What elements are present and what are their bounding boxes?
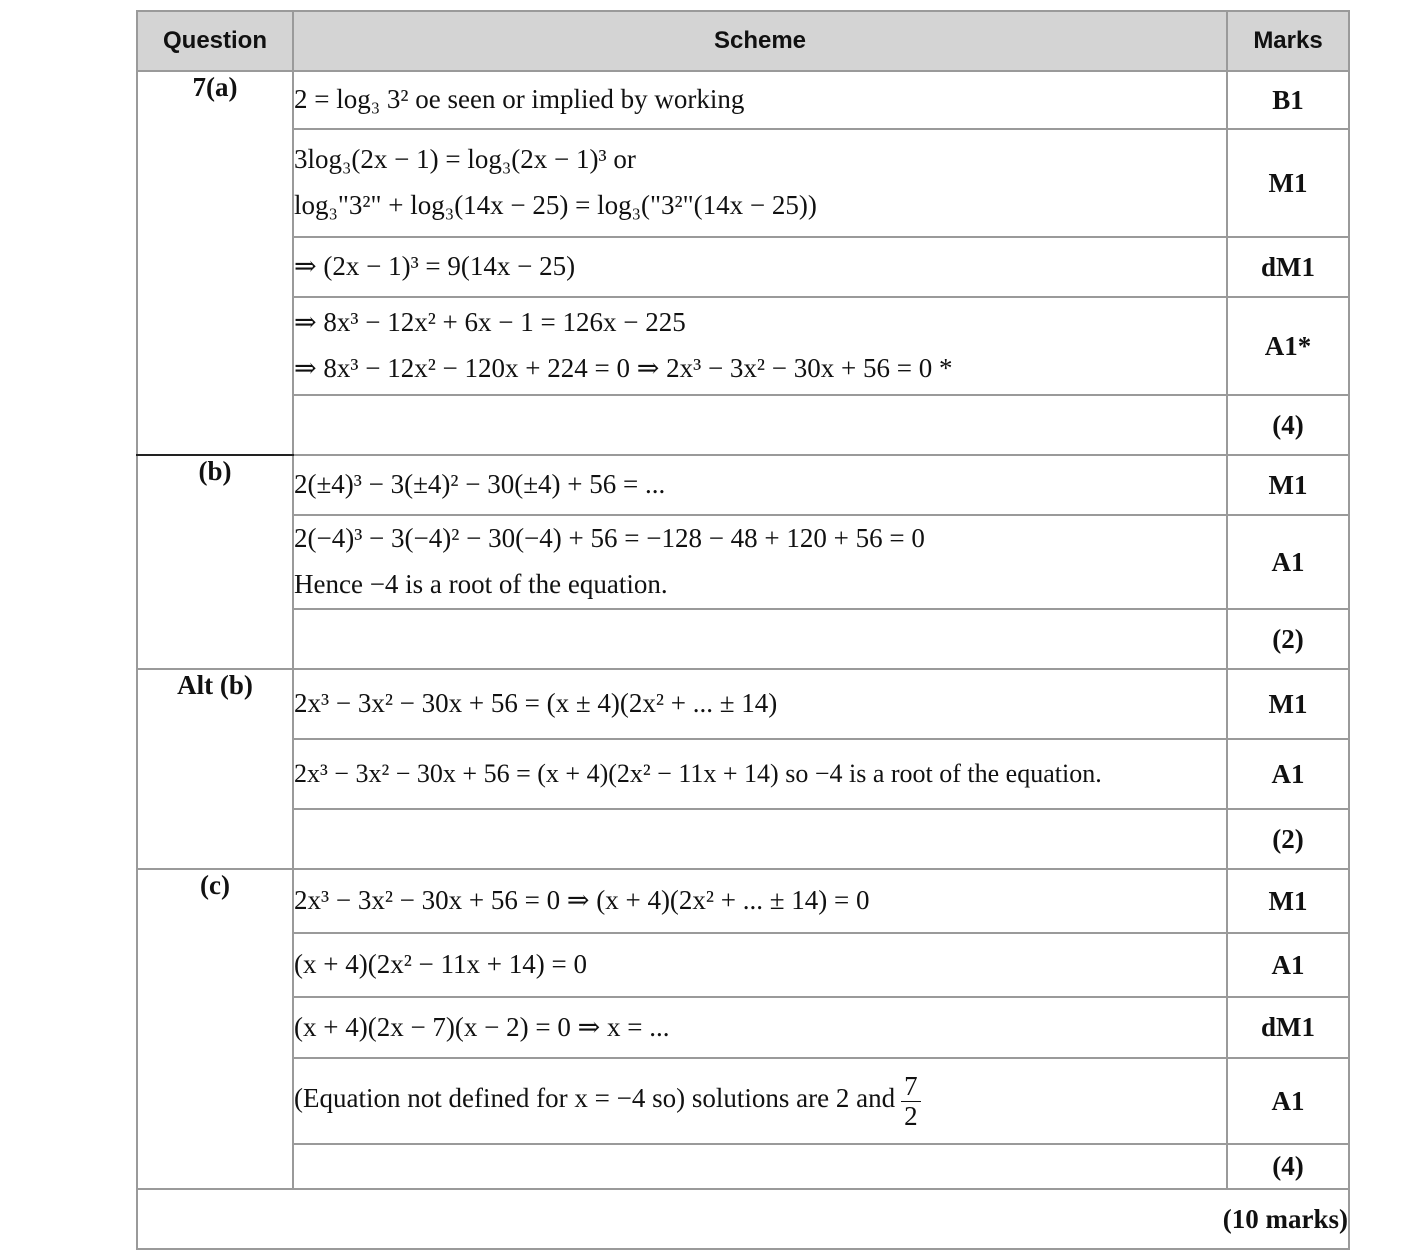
mark-cell: M1 [1227,455,1349,515]
mark-cell: M1 [1227,869,1349,933]
mark-scheme-table [136,10,1350,1250]
scheme-cell [293,71,1227,129]
mark-cell: A1 [1227,1058,1349,1144]
scheme-cell [293,933,1227,997]
scheme-cell [293,1058,1227,1144]
scheme-line: 3log₃(2x − 1) = log₃(2x − 1)³ or [294,144,636,175]
scheme-line: ⇒ 8x³ − 12x² + 6x − 1 = 126x − 225 [294,307,686,338]
scheme-row [137,739,1349,809]
mark-cell: dM1 [1227,997,1349,1058]
scheme-row [137,669,1349,739]
mark-cell: A1* [1227,297,1349,395]
scheme-row [137,297,1349,395]
scheme-line: 2(−4)³ − 3(−4)² − 30(−4) + 56 = −128 − 48 + 120 + 56 = 0 [294,523,925,554]
mark-cell: A1 [1227,515,1349,609]
mark-cell: A1 [1227,739,1349,809]
scheme-row [137,869,1349,933]
scheme-line: 2x³ − 3x² − 30x + 56 = 0 ⇒ (x + 4)(2x² + ... ± 14) = 0 [294,885,870,916]
scheme-row [137,71,1349,129]
scheme-cell [293,809,1227,869]
mark-cell: M1 [1227,669,1349,739]
fraction-denominator: 2 [904,1100,918,1131]
scheme-cell [293,129,1227,237]
scheme-cell [293,395,1227,455]
fraction [901,1072,921,1130]
scheme-row [137,933,1349,997]
question-header: Question [137,11,293,71]
scheme-line: Hence −4 is a root of the equation. [294,569,668,599]
scheme-cell [293,455,1227,515]
scheme-line: 2 = log₃ 3² oe seen or implied by working [294,84,745,115]
scheme-line: 2x³ − 3x² − 30x + 56 = (x + 4)(2x² − 11x + 14) so −4 is a root of the equation. [294,758,1102,788]
mark-cell: (2) [1227,609,1349,669]
question-label: 7(a) [137,71,293,455]
total-row [137,1189,1349,1249]
scheme-line: 2x³ − 3x² − 30x + 56 = (x ± 4)(2x² + ... ± 14) [294,688,778,719]
scheme-row [137,609,1349,669]
scheme-row [137,997,1349,1058]
total-marks: (10 marks) [137,1189,1349,1249]
scheme-line: ⇒ 8x³ − 12x² − 120x + 224 = 0 ⇒ 2x³ − 3x² − 30x + 56 = 0 * [294,353,953,383]
scheme-cell [293,515,1227,609]
scheme-row [137,1144,1349,1189]
scheme-row [137,515,1349,609]
mark-cell: M1 [1227,129,1349,237]
scheme-row [137,1058,1349,1144]
scheme-cell [293,1144,1227,1189]
scheme-line: (x + 4)(2x − 7)(x − 2) = 0 ⇒ x = ... [294,1011,670,1042]
question-label: (c) [137,869,293,1189]
question-label: (b) [137,455,293,669]
scheme-cell [293,669,1227,739]
question-label: Alt (b) [137,669,293,869]
scheme-cell [293,997,1227,1058]
mark-cell: dM1 [1227,237,1349,297]
scheme-row [137,237,1349,297]
mark-cell: A1 [1227,933,1349,997]
scheme-row [137,455,1349,515]
scheme-row [137,395,1349,455]
scheme-line: ⇒ (2x − 1)³ = 9(14x − 25) [294,251,576,282]
scheme-cell [293,297,1227,395]
scheme-row [137,129,1349,237]
mark-cell: (4) [1227,395,1349,455]
scheme-cell [293,869,1227,933]
marks-header: Marks [1227,11,1349,71]
scheme-line: (x + 4)(2x² − 11x + 14) = 0 [294,949,587,980]
mark-scheme-body [137,71,1349,1189]
scheme-line: 2(±4)³ − 3(±4)² − 30(±4) + 56 = ... [294,469,666,500]
scheme-cell [293,237,1227,297]
mark-cell: (2) [1227,809,1349,869]
header-row [137,11,1349,71]
scheme-row [137,809,1349,869]
fraction-numerator: 7 [901,1072,921,1101]
scheme-cell [293,739,1227,809]
scheme-cell [293,609,1227,669]
mark-cell: (4) [1227,1144,1349,1189]
scheme-line: log₃"3²" + log₃(14x − 25) = log₃("3²"(14x − 25)) [294,190,817,220]
mark-cell: B1 [1227,71,1349,129]
scheme-line: (Equation not defined for x = −4 so) solutions are 2 and [294,1083,896,1114]
scheme-header: Scheme [293,11,1227,71]
